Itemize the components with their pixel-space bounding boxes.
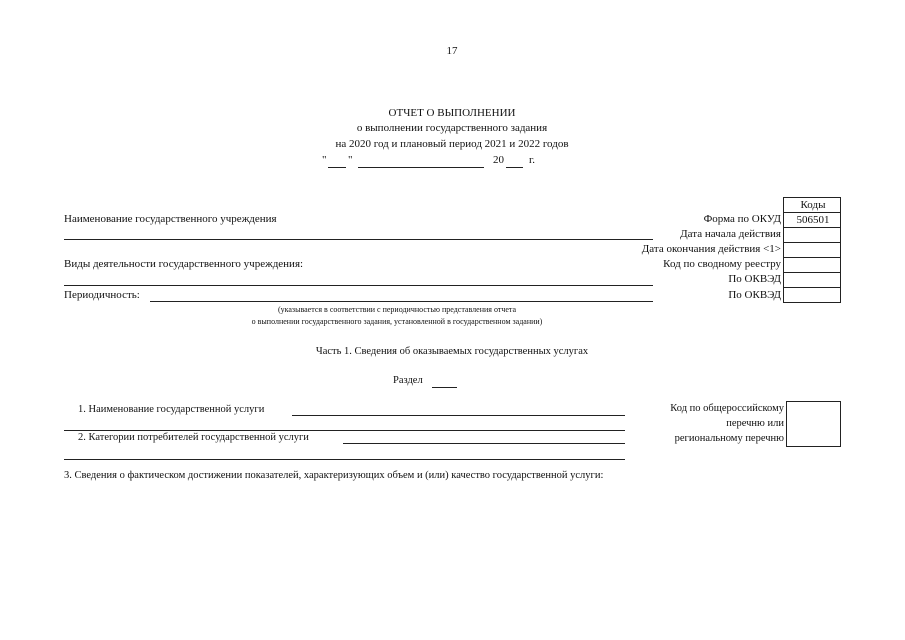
- okud-cell[interactable]: [783, 212, 841, 228]
- activity-line[interactable]: [64, 285, 653, 286]
- institution-name-line[interactable]: [64, 239, 653, 240]
- consumers-line-2[interactable]: [64, 459, 625, 460]
- service-name-label: 1. Наименование государственной услуги: [78, 404, 265, 415]
- okved2-cell[interactable]: [783, 287, 841, 303]
- report-title: ОТЧЕТ О ВЫПОЛНЕНИИ: [388, 107, 516, 119]
- date-day-blank[interactable]: [328, 167, 346, 168]
- report-period: на 2020 год и плановый период 2021 и 2022 годов: [335, 138, 569, 150]
- date-year-blank[interactable]: [506, 167, 523, 168]
- date-month-blank[interactable]: [358, 167, 484, 168]
- indicators-label: 3. Сведения о фактическом достижении показателей, характеризующих объем и (или) качество государственной услуги:: [64, 470, 604, 481]
- okved1-cell[interactable]: [783, 272, 841, 288]
- start-date-label: Дата начала действия: [680, 228, 781, 240]
- date-quote-close: ": [348, 154, 353, 166]
- start-date-cell[interactable]: [783, 227, 841, 243]
- service-code-box[interactable]: [786, 401, 841, 447]
- consumers-label: 2. Категории потребителей государственной услуги: [78, 432, 309, 443]
- page-number: 17: [446, 45, 458, 57]
- periodicity-label: Периодичность:: [64, 289, 140, 301]
- okud-value: 506501: [796, 214, 830, 226]
- periodicity-line[interactable]: [150, 301, 653, 302]
- okved1-label: По ОКВЭД: [728, 273, 781, 285]
- date-quote-open: ": [322, 154, 327, 166]
- end-date-cell[interactable]: [783, 242, 841, 258]
- service-name-line[interactable]: [292, 415, 625, 416]
- service-code-label-2: перечню или: [726, 418, 784, 429]
- periodicity-note-2: о выполнении государственного задания, установленной в государственном задании): [251, 317, 543, 326]
- date-year-suffix: г.: [529, 154, 536, 166]
- okved2-label: По ОКВЭД: [728, 289, 781, 301]
- registry-code-cell[interactable]: [783, 257, 841, 273]
- service-name-line-2[interactable]: [64, 430, 625, 431]
- part-title: Часть 1. Сведения об оказываемых государственных услугах: [315, 346, 589, 357]
- registry-code-label: Код по сводному реестру: [663, 258, 781, 270]
- end-date-label: Дата окончания действия <1>: [641, 243, 781, 255]
- consumers-line[interactable]: [343, 443, 625, 444]
- report-subtitle: о выполнении государственного задания: [356, 122, 548, 134]
- section-label: Раздел: [393, 375, 423, 386]
- section-number-line[interactable]: [432, 387, 457, 388]
- institution-name-label: Наименование государственного учреждения: [64, 213, 277, 225]
- codes-header-cell: [783, 197, 841, 213]
- service-code-label-1: Код по общероссийскому: [670, 403, 784, 414]
- activity-label: Виды деятельности государственного учреждения:: [64, 258, 304, 270]
- date-year-prefix: 20: [493, 154, 504, 166]
- periodicity-note-1: (указывается в соответствии с периодичностью представления отчета: [277, 305, 517, 314]
- okud-label: Форма по ОКУД: [703, 213, 781, 225]
- service-code-label-3: региональному перечню: [674, 433, 784, 444]
- codes-header: Коды: [800, 199, 826, 211]
